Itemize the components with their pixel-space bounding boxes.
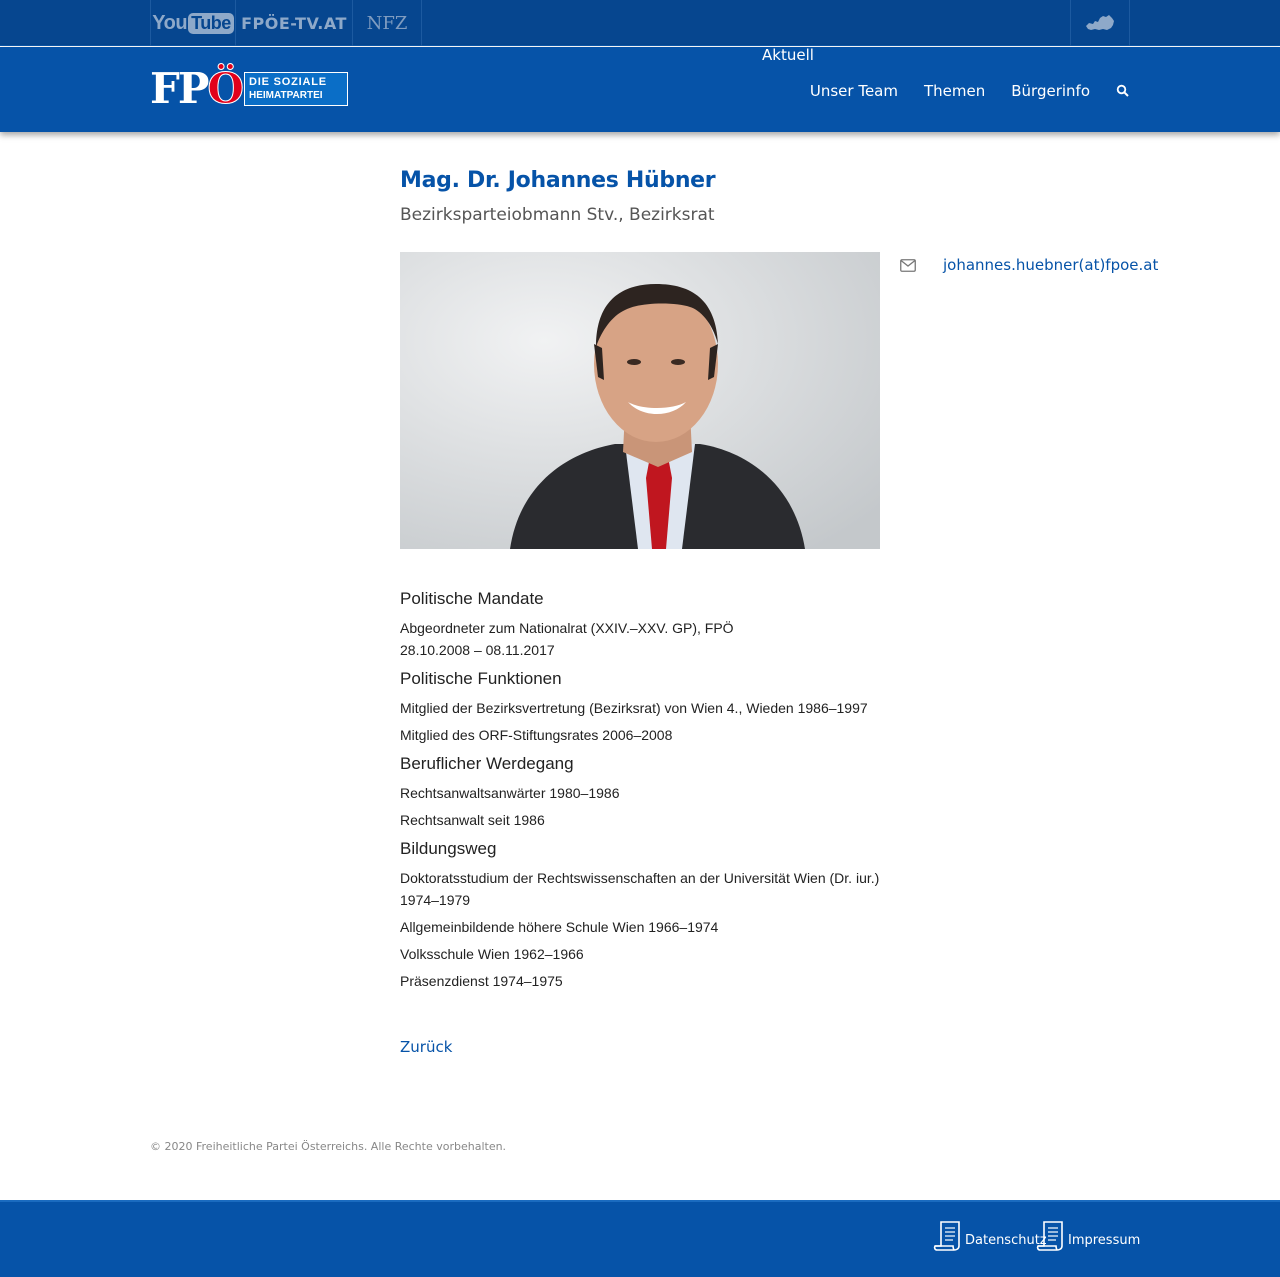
funktion-item: Mitglied des ORF-Stiftungsrates 2006–2008 xyxy=(400,727,673,743)
heading-bildung: Bildungsweg xyxy=(400,839,497,858)
logo-tagline xyxy=(244,72,348,106)
fpo-logo[interactable] xyxy=(150,64,348,113)
logo-tagline-1: DIE SOZIALE xyxy=(249,76,327,88)
main-header xyxy=(0,47,1280,132)
profile-content xyxy=(400,168,1160,1056)
nav-themen[interactable]: Themen xyxy=(924,82,986,100)
section-werdegang xyxy=(400,754,890,831)
nfz-label: NFZ xyxy=(366,12,408,34)
funktion-item: Mitglied der Bezirksvertretung (Bezirksrat) von Wien 4., Wieden 1986–1997 xyxy=(400,700,868,716)
section-bildung xyxy=(400,839,890,992)
werdegang-item: Rechtsanwalt seit 1986 xyxy=(400,812,545,828)
bildung-item: Präsenzdienst 1974–1975 xyxy=(400,973,563,989)
section-funktionen xyxy=(400,669,890,746)
mandate-text xyxy=(400,617,890,661)
copyright-text: © 2020 Freiheitliche Partei Österreichs. Alle Rechte vorbehalten. xyxy=(150,1140,507,1153)
nav-aktuell[interactable]: Aktuell xyxy=(762,46,814,64)
envelope-icon xyxy=(900,259,916,272)
document-icon xyxy=(1036,1220,1066,1252)
heading-funktionen: Politische Funktionen xyxy=(400,669,562,688)
main-nav xyxy=(784,82,1130,100)
werdegang-item: Rechtsanwaltsanwärter 1980–1986 xyxy=(400,785,620,801)
partner-links xyxy=(150,0,422,46)
impressum-label: Impressum xyxy=(1068,1233,1141,1248)
fpoe-tv-link[interactable] xyxy=(236,0,353,46)
email-link[interactable]: johannes.huebner(at)fpoe.at xyxy=(943,256,1159,274)
biography xyxy=(400,589,890,1000)
person-name: Mag. Dr. Johannes Hübner xyxy=(400,168,716,193)
datenschutz-link[interactable] xyxy=(933,1220,1047,1252)
document-icon xyxy=(933,1220,963,1252)
portrait-photo xyxy=(400,252,880,549)
impressum-link[interactable] xyxy=(1036,1220,1140,1252)
datenschutz-label: Datenschutz xyxy=(965,1233,1047,1248)
person-role: Bezirksparteiobmann Stv., Bezirksrat xyxy=(400,205,715,225)
bildung-item: Doktoratsstudium der Rechtswissenschaften an der Universität Wien (Dr. iur.) 1974–1979 xyxy=(400,870,880,908)
heading-mandate: Politische Mandate xyxy=(400,589,544,608)
austria-map-link[interactable] xyxy=(1070,0,1130,46)
mandate-line-1: Abgeordneter zum Nationalrat (XXIV.–XXV. GP), FPÖ xyxy=(400,620,734,636)
logo-tagline-2: HEIMATPARTEI xyxy=(249,90,323,101)
austria-map-icon xyxy=(1084,12,1116,34)
search-icon[interactable] xyxy=(1116,84,1130,98)
nav-unser-team[interactable]: Unser Team xyxy=(809,82,898,100)
youtube-link[interactable] xyxy=(151,0,236,46)
youtube-label-tube: Tube xyxy=(188,13,234,34)
logo-fp: FP xyxy=(150,64,208,113)
back-link[interactable]: Zurück xyxy=(400,1038,453,1056)
logo-o: Ö xyxy=(207,64,242,113)
bildung-item: Volksschule Wien 1962–1966 xyxy=(400,946,584,962)
bildung-item: Allgemeinbildende höhere Schule Wien 1966–1974 xyxy=(400,919,719,935)
nfz-link[interactable] xyxy=(353,0,422,46)
top-bar xyxy=(0,0,1280,46)
logo-wordmark xyxy=(150,64,242,113)
footer xyxy=(0,1200,1280,1277)
youtube-label-you: You xyxy=(152,11,188,34)
portrait-illustration xyxy=(400,252,880,549)
fpoe-tv-label: FPÖE-TV.AT xyxy=(241,13,347,33)
mandate-line-2: 28.10.2008 – 08.11.2017 xyxy=(400,642,555,658)
section-mandate xyxy=(400,589,890,661)
heading-werdegang: Beruflicher Werdegang xyxy=(400,754,574,773)
contact-box xyxy=(900,256,1158,274)
nav-buergerinfo[interactable]: Bürgerinfo xyxy=(1011,82,1090,100)
